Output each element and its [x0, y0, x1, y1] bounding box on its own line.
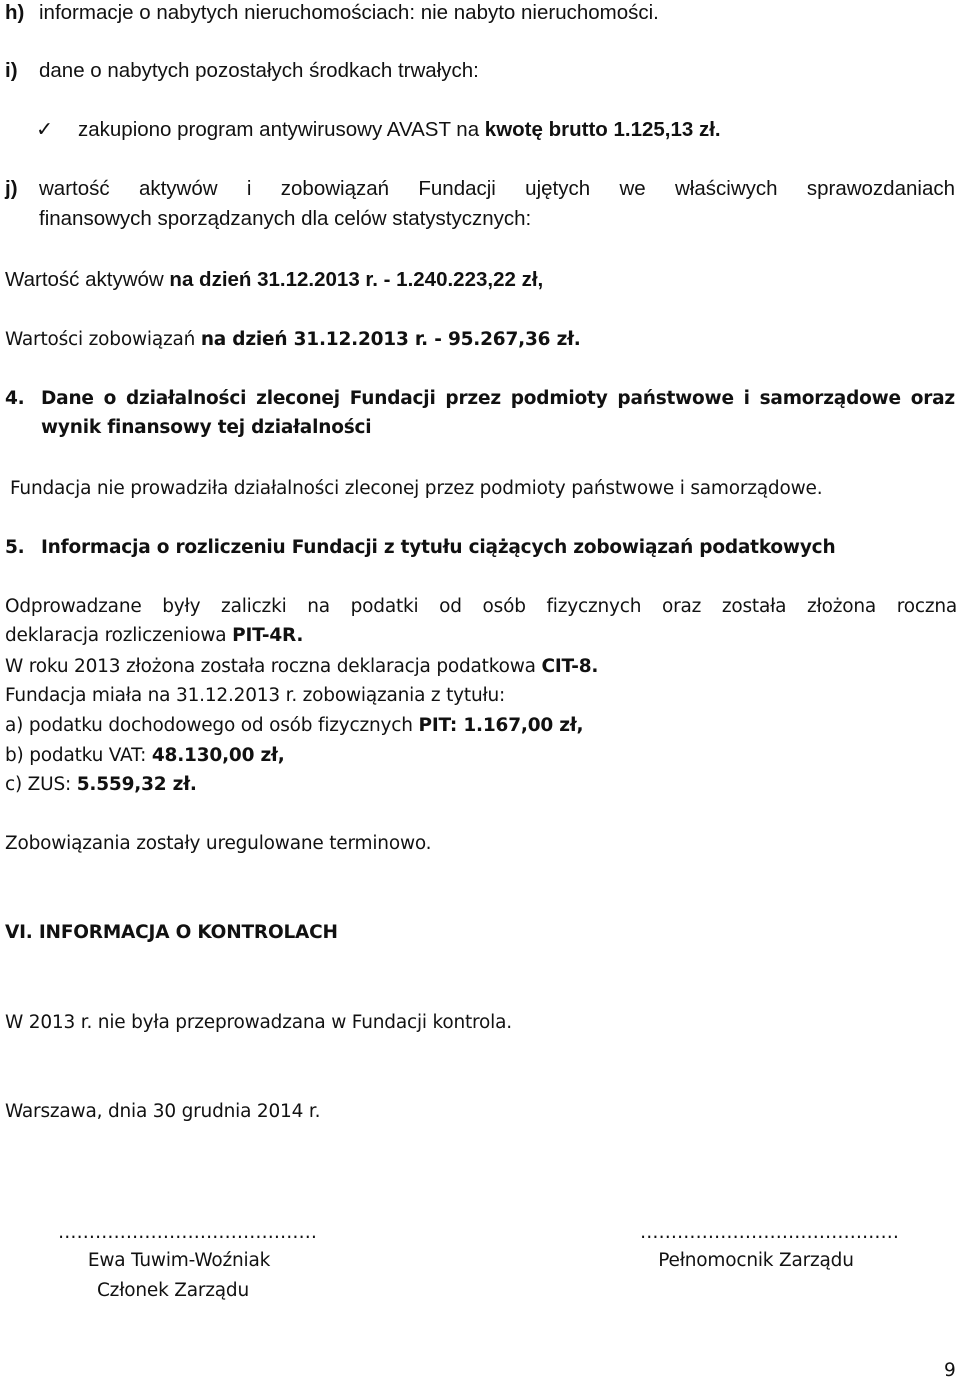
section-h-text: informacje o nabytych nieruchomościach: nie nabyto nieruchomości.: [39, 1, 659, 24]
section-j-text-line2: finansowych sporządzanych dla celów statystycznych:: [39, 207, 532, 230]
section-4-body: Fundacja nie prowadziła działalności zleconej przez podmioty państwowe i samorządowe.: [10, 478, 823, 499]
section-h-label: h): [5, 1, 25, 24]
cit8-label: CIT-8.: [541, 656, 599, 677]
section-4-heading-line1: Dane o działalności zleconej Fundacji przez podmioty państwowe i samorządowe oraz: [41, 388, 955, 409]
section-j-line1: [5, 174, 955, 204]
section-i-item-text: zakupiono program antywirusowy AVAST na: [78, 118, 485, 141]
section-i-item: [36, 115, 721, 145]
assets-value: [5, 265, 543, 295]
section-vi-body: W 2013 r. nie była przeprowadzana w Fundacji kontrola.: [5, 1012, 512, 1033]
signature-right-name: Pełnomocnik Zarządu: [658, 1250, 854, 1271]
item-a-text: a) podatku dochodowego od osób fizycznych: [5, 715, 419, 736]
signature-right-dots: ……………………………………: [640, 1222, 899, 1243]
section-i: [5, 56, 479, 86]
assets-prefix: Wartość aktywów: [5, 268, 170, 291]
section-i-label: i): [5, 59, 18, 82]
liabilities-prefix: Wartości zobowiązań: [5, 329, 201, 350]
pit4r-label: PIT-4R.: [232, 625, 304, 646]
p1-line2-text: deklaracja rozliczeniowa: [5, 625, 233, 646]
section-h: [5, 0, 659, 28]
item-b-text: b) podatku VAT:: [5, 745, 152, 766]
section-5-heading: [5, 533, 835, 563]
signature-left-name: Ewa Tuwim-Woźniak: [87, 1250, 271, 1271]
liabilities-amount: na dzień 31.12.2013 r. - 95.267,36 zł.: [200, 329, 581, 350]
section-j-text-line1: wartość aktywów i zobowiązań Fundacji ujętych we właściwych sprawozdaniach: [39, 177, 955, 200]
section-i-text: dane o nabytych pozostałych środkach trwałych:: [39, 59, 479, 82]
item-b-amount: 48.130,00 zł,: [151, 745, 285, 766]
section-5-p1-line2: [5, 621, 303, 651]
signature-left-dots: ……………………………………: [58, 1222, 317, 1243]
section-5-p2: [5, 652, 598, 682]
section-5-item-a: [5, 711, 583, 741]
section-5-item-c: [5, 770, 197, 800]
item-c-text: c) ZUS:: [5, 774, 77, 795]
assets-amount: na dzień 31.12.2013 r. - 1.240.223,22 zł,: [169, 268, 544, 291]
checkmark-icon: ✓: [36, 118, 54, 141]
section-4-heading-line2: wynik finansowy tej działalności: [41, 417, 372, 438]
section-5-p3: Fundacja miała na 31.12.2013 r. zobowiązania z tytułu:: [5, 685, 506, 706]
section-4-number: 4.: [5, 388, 25, 409]
section-vi-heading: VI. INFORMACJA O KONTROLACH: [5, 922, 338, 943]
section-i-item-amount: kwotę brutto 1.125,13 zł.: [484, 118, 721, 141]
section-5-number: 5.: [5, 537, 25, 558]
signature-left-role: Członek Zarządu: [96, 1280, 250, 1301]
section-j-label: j): [5, 177, 18, 200]
section-5-settled: Zobowiązania zostały uregulowane terminowo.: [5, 833, 432, 854]
section-5-item-b: [5, 741, 285, 771]
p2-text: W roku 2013 złożona została roczna deklaracja podatkowa: [5, 656, 542, 677]
item-a-amount: PIT: 1.167,00 zł,: [418, 715, 584, 736]
page-number: 9: [944, 1360, 956, 1381]
item-c-amount: 5.559,32 zł.: [76, 774, 197, 795]
section-5-p1-line1: Odprowadzane były zaliczki na podatki od osób fizycznych oraz została złożona roczna: [5, 596, 957, 617]
section-5-heading-text: Informacja o rozliczeniu Fundacji z tytułu ciążących zobowiązań podatkowych: [41, 537, 836, 558]
section-4-heading: [5, 384, 955, 414]
liabilities-value: [5, 325, 581, 355]
place-date: Warszawa, dnia 30 grudnia 2014 r.: [5, 1101, 321, 1122]
